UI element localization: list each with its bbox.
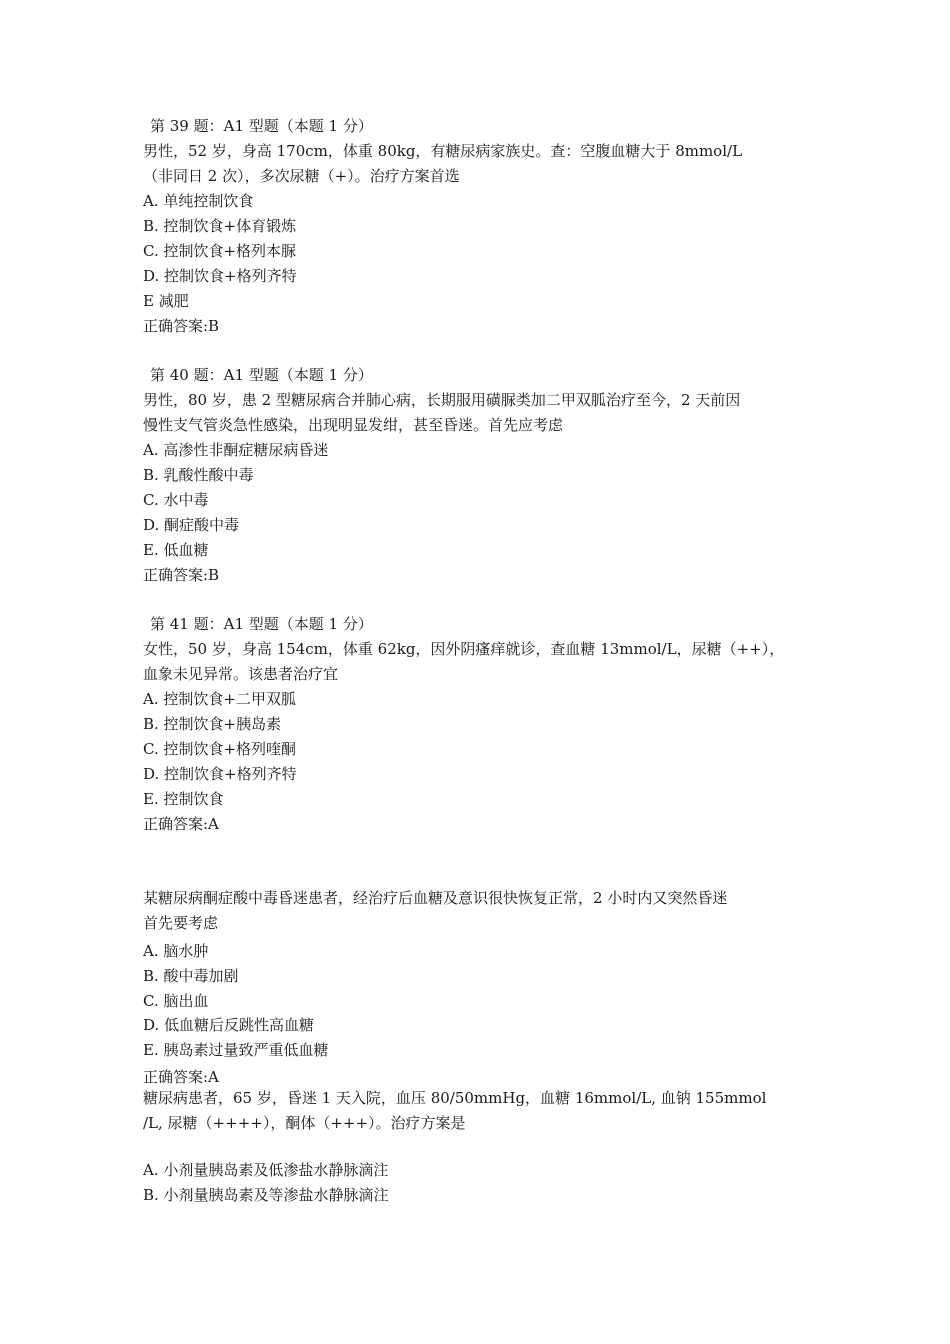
question-41-header: 第 41 题：A1 型题（本题 1 分） — [150, 615, 373, 633]
question-5-stem-line-1: 糖尿病患者，65 岁，昏迷 1 天入院，血压 80/50mmHg，血糖 16mmol/L, 血钠 155mmol — [143, 1089, 767, 1107]
question-4-option-e: E. 胰岛素过量致严重低血糖 — [143, 1041, 329, 1059]
question-40-stem-line-1: 男性，80 岁，患 2 型糖尿病合并肺心病，长期服用磺脲类加二甲双胍治疗至今，2 天前因 — [143, 391, 741, 409]
question-4-option-b: B. 酸中毒加剧 — [143, 967, 239, 985]
question-5-option-b: B. 小剂量胰岛素及等渗盐水静脉滴注 — [143, 1186, 389, 1204]
question-40-stem-line-2: 慢性支气管炎急性感染，出现明显发绀，甚至昏迷。首先应考虑 — [143, 416, 564, 434]
question-4-answer: 正确答案:A — [143, 1068, 219, 1086]
question-41-option-c: C. 控制饮食+格列喹酮 — [143, 740, 297, 758]
question-5-stem-line-2: /L, 尿糖（++++），酮体（+++）。治疗方案是 — [143, 1114, 466, 1132]
question-41-answer: 正确答案:A — [143, 815, 219, 833]
question-39-stem-line-1: 男性，52 岁，身高 170cm，体重 80kg，有糖尿病家族史。查：空腹血糖大于 8mmol/L — [143, 142, 743, 160]
question-4-option-c: C. 脑出血 — [143, 992, 209, 1010]
question-4-stem-line-2: 首先要考虑 — [143, 914, 219, 932]
question-4-option-a: A. 脑水肿 — [143, 942, 209, 960]
question-40-option-c: C. 水中毒 — [143, 491, 209, 509]
question-39-option-e: E 减肥 — [143, 292, 189, 310]
question-39-option-a: A. 单纯控制饮食 — [143, 192, 254, 210]
question-39-option-d: D. 控制饮食+格列齐特 — [143, 267, 297, 285]
question-41-option-b: B. 控制饮食+胰岛素 — [143, 715, 282, 733]
question-39-option-b: B. 控制饮食+体育锻炼 — [143, 217, 297, 235]
question-41-option-a: A. 控制饮食+二甲双胍 — [143, 690, 296, 708]
question-39-answer: 正确答案:B — [143, 317, 220, 335]
question-41-stem-line-1: 女性，50 岁，身高 154cm，体重 62kg，因外阴瘙痒就诊，查血糖 13mmol/L，尿糖（++）， — [143, 640, 785, 658]
question-5-option-a: A. 小剂量胰岛素及低渗盐水静脉滴注 — [143, 1161, 389, 1179]
question-40-option-e: E. 低血糖 — [143, 541, 209, 559]
question-39-option-c: C. 控制饮食+格列本脲 — [143, 242, 297, 260]
question-40-answer: 正确答案:B — [143, 566, 220, 584]
question-4-option-d: D. 低血糖后反跳性高血糖 — [143, 1016, 315, 1034]
question-41-stem-line-2: 血象未见异常。该患者治疗宜 — [143, 665, 339, 683]
question-40-header: 第 40 题：A1 型题（本题 1 分） — [150, 366, 373, 384]
question-40-option-b: B. 乳酸性酸中毒 — [143, 466, 254, 484]
question-40-option-a: A. 高渗性非酮症糖尿病昏迷 — [143, 441, 329, 459]
question-41-option-d: D. 控制饮食+格列齐特 — [143, 765, 297, 783]
question-39-stem-line-2: （非同日 2 次），多次尿糖（+）。治疗方案首选 — [143, 167, 460, 185]
question-40-option-d: D. 酮症酸中毒 — [143, 516, 240, 534]
question-41-option-e: E. 控制饮食 — [143, 790, 224, 808]
question-4-stem-line-1: 某糖尿病酮症酸中毒昏迷患者，经治疗后血糖及意识很快恢复正常，2 小时内又突然昏迷 — [143, 889, 728, 907]
question-39-header: 第 39 题：A1 型题（本题 1 分） — [150, 117, 373, 135]
